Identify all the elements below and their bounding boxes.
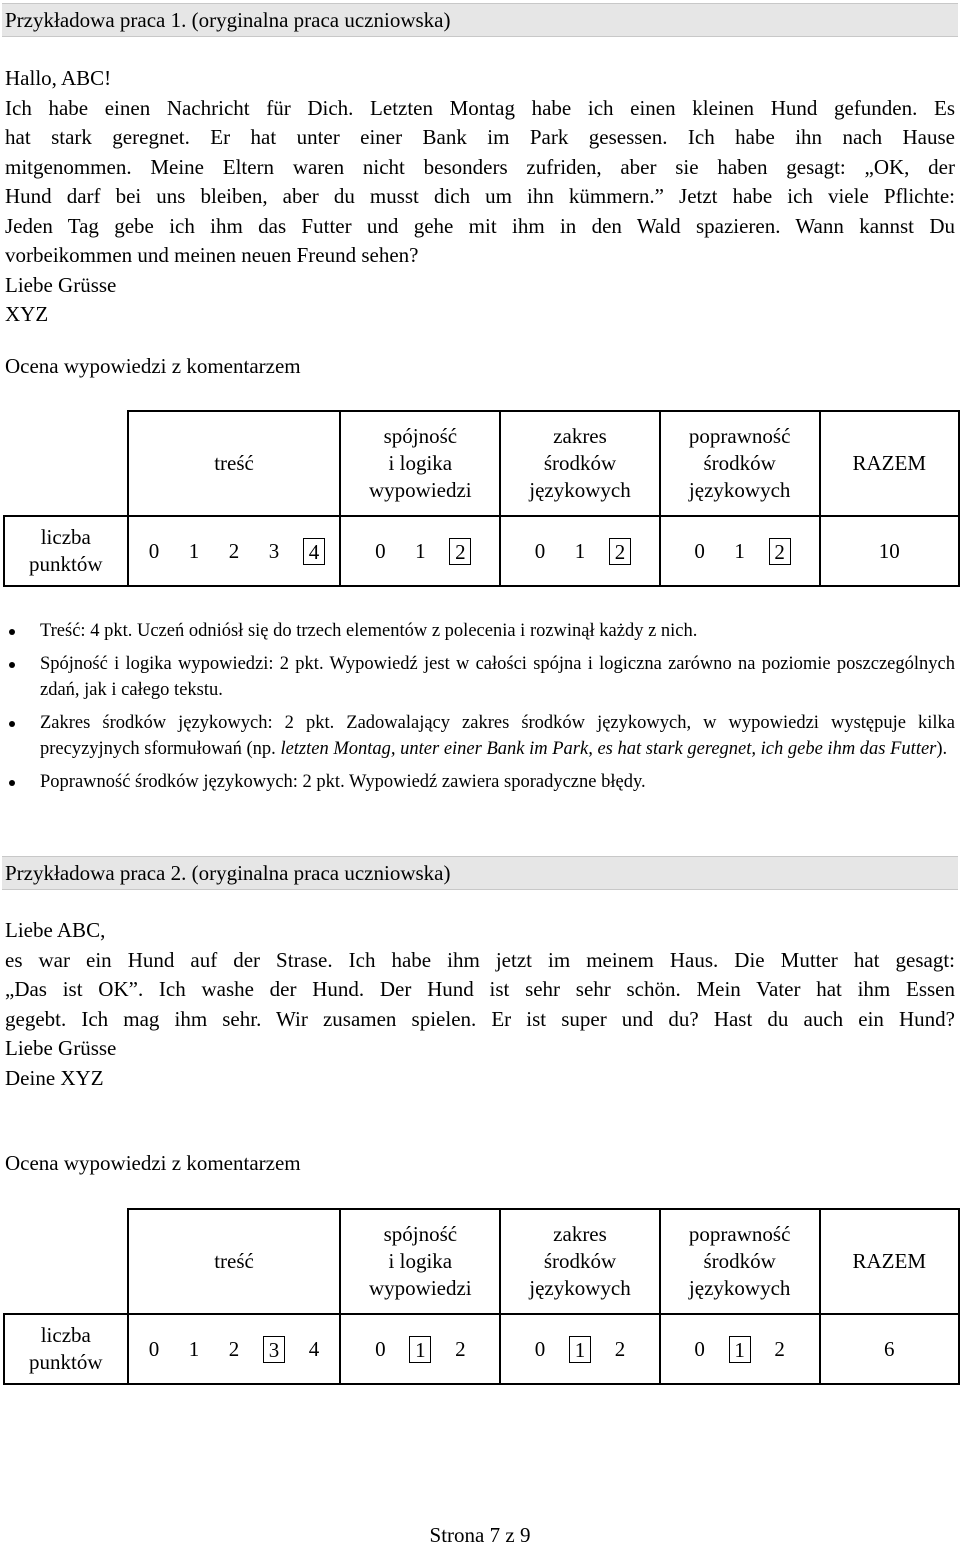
letter-signature: XYZ [5,302,49,326]
score-value: 2 [455,1336,466,1361]
score-value: 1 [574,538,586,563]
header-total: RAZEM [820,411,960,516]
letter-closing: Liebe Grüsse [5,1036,117,1060]
letter-line: Hund darf bei uns bleiben, aber du musst dich um ihn kümmern.” Jetzt habe ich viele Pflichte: [5,184,955,208]
sample1-letter [5,64,955,330]
comment-item [0,651,955,703]
comment-label: Zakres środków językowych: 2 pkt. [40,713,335,733]
score-range [500,1314,660,1384]
sample2-assessment-heading: Ocena wypowiedzi z komentarzem [5,1151,301,1175]
score-value-selected: 4 [303,538,325,565]
score-coherence [340,1314,500,1384]
header-content: treść [128,1209,341,1314]
score-value: 3 [268,538,280,563]
score-value: 0 [694,538,705,563]
letter-greeting: Liebe ABC, [5,918,106,942]
letter-line: mitgenommen. Meine Eltern waren nicht besonders zufriden, aber sie haben gesagt: „OK, der [5,154,955,179]
score-value: 0 [534,1336,546,1361]
comment-item [0,618,955,644]
header-range: zakres środków językowych [500,411,660,516]
sample2-title: Przykładowa praca 2. (oryginalna praca uczniowska) [2,856,958,890]
header-content: treść [128,411,341,516]
letter-line: Ich habe einen Nachricht für Dich. Letzten Montag habe ich einen kleinen Hund gefunden. Es [5,95,955,120]
sample2-score-table [3,1208,960,1385]
page-number: Strona 7 z 9 [429,1523,531,1547]
score-coherence [340,516,500,586]
comment-text: Zadowalający zakres środków językowych, w wypowiedzi występuje kilka precyzyjnych sformułowań (np. [40,713,955,759]
score-value-selected: 2 [769,538,791,565]
empty-corner [4,411,128,516]
score-value: 0 [148,538,160,563]
score-value-selected: 1 [569,1336,591,1363]
header-total: RAZEM [820,1209,960,1314]
empty-corner [4,1209,128,1314]
comment-item [0,769,955,795]
bullet-icon [9,629,15,635]
sample2-letter [5,916,955,1093]
score-value: 0 [148,1336,160,1361]
score-value-selected: 2 [609,538,631,565]
header-coherence: spójność i logika wypowiedzi [340,411,500,516]
comment-text: Uczeń odniósł się do trzech elementów z polecenia i rozwinął każdy z nich. [132,621,698,641]
score-value: 0 [694,1336,705,1361]
header-coherence: spójność i logika wypowiedzi [340,1209,500,1314]
score-value: 0 [375,1336,386,1361]
header-accuracy: poprawność środków językowych [660,411,820,516]
score-value: 1 [188,538,200,563]
letter-line: gegebt. Ich mag ihm sehr. Wir zusamen spielen. Er ist super und du? Hast du auch ein Hund? [5,1006,955,1031]
letter-line: hat stark geregnet. Er hat unter einer Bank im Park gesessen. Ich habe ihn nach Hause [5,125,955,149]
comment-item [0,710,955,762]
comment-label: Poprawność środków językowych: 2 pkt. [40,772,345,792]
comment-label: Treść: 4 pkt. [40,621,133,641]
bullet-icon [9,721,15,727]
score-value: 1 [415,538,426,563]
score-total: 10 [820,516,960,586]
letter-line: es war ein Hund auf der Strase. Ich habe ihm jetzt im meinem Haus. Die Mutter hat gesagt: [5,947,955,972]
score-value: 2 [228,538,240,563]
score-value-selected: 2 [449,538,471,565]
score-value: 0 [534,538,546,563]
score-accuracy [660,516,820,586]
score-accuracy [660,1314,820,1384]
letter-closing: Liebe Grüsse [5,272,117,297]
row-label: liczba punktów [4,516,128,586]
score-range [500,516,660,586]
bullet-icon [9,662,15,668]
score-value: 1 [734,538,745,563]
comment-label: Spójność i logika wypowiedzi: 2 pkt. [40,654,324,674]
comment-examples: letzten Montag, unter einer Bank im Park, es hat stark geregnet, ich gebe ihm das Futter [280,739,937,759]
sample1-assessment-heading: Ocena wypowiedzi z komentarzem [5,354,301,378]
score-total: 6 [820,1314,960,1384]
comment-text: Wypowiedź jest w całości spójna i logiczna zarówno na poziomie poszczególnych zdań, jak i całego tekstu. [40,654,955,700]
sample1-comments [0,618,955,802]
sample1-title: Przykładowa praca 1. (oryginalna praca uczniowska) [2,3,958,37]
score-content [128,516,341,586]
bullet-icon [9,780,15,786]
letter-line: Jeden Tag gebe ich ihm das Futter und gehe mit ihm in den Wald spazieren. Wann kannst Du [5,213,955,238]
row-label: liczba punktów [4,1314,128,1384]
score-value: 2 [614,1336,626,1361]
score-value: 4 [308,1336,320,1361]
comment-text-end: ). [936,739,948,759]
score-value: 0 [375,538,386,563]
letter-signature: Deine XYZ [5,1065,104,1090]
score-content [128,1314,341,1384]
letter-line: „Das ist OK”. Ich washe der Hund. Der Hund ist sehr sehr schön. Mein Vater hat ihm Essen [5,977,955,1001]
score-value-selected: 1 [729,1336,751,1363]
score-value-selected: 3 [263,1336,285,1363]
sample1-score-table [3,410,960,587]
score-value: 1 [188,1336,200,1361]
header-accuracy: poprawność środków językowych [660,1209,820,1314]
header-range: zakres środków językowych [500,1209,660,1314]
letter-line: vorbeikommen und meinen neuen Freund sehen? [5,243,419,267]
letter-greeting: Hallo, ABC! [5,66,112,90]
score-value: 2 [774,1336,785,1361]
score-value-selected: 1 [409,1336,431,1363]
comment-text: Wypowiedź zawiera sporadyczne błędy. [344,772,646,792]
score-value: 2 [228,1336,240,1361]
